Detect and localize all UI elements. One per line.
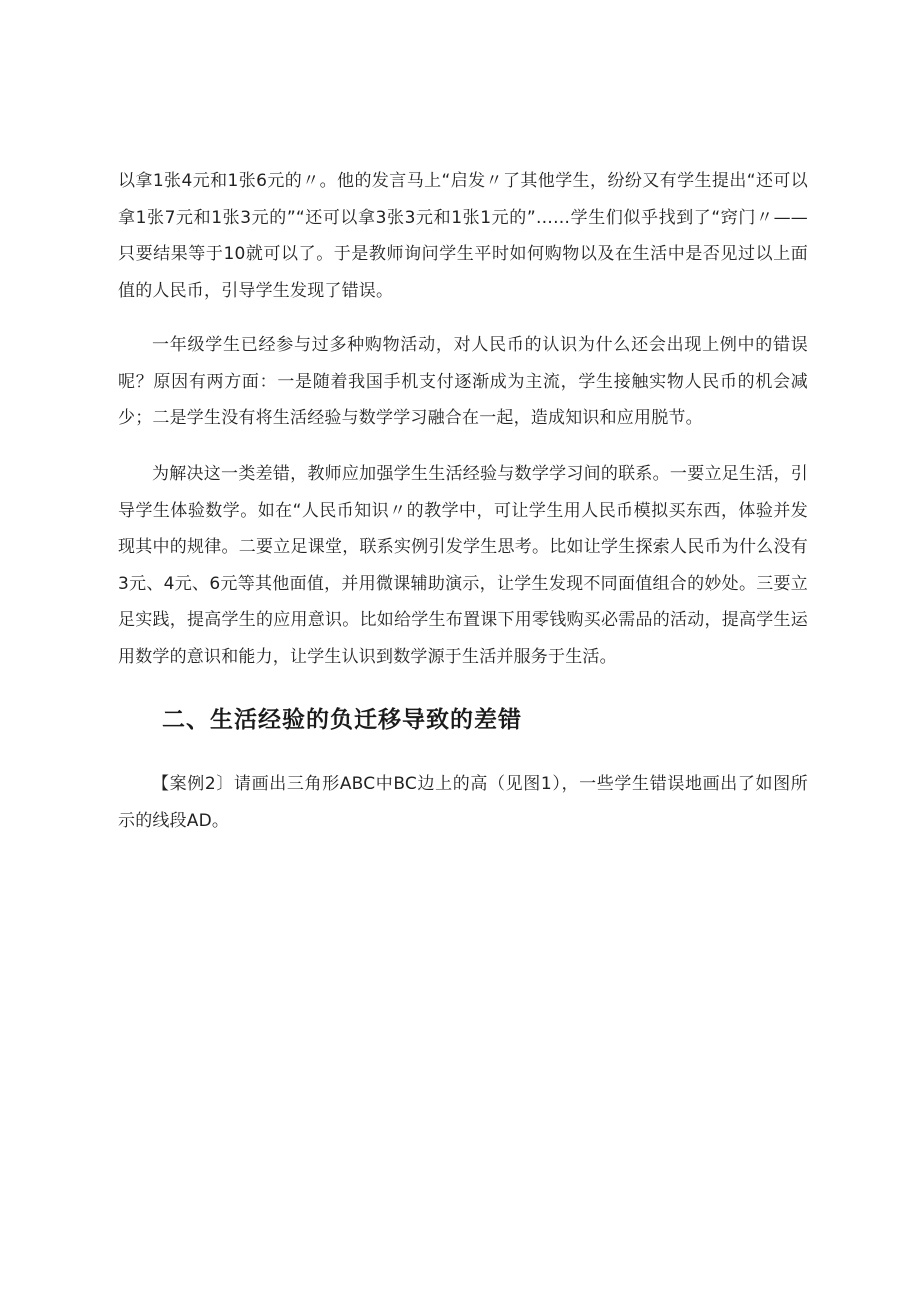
paragraph-1: 以拿1张4元和1张6元的〃。他的发言马上“启发〃了其他学生，纷纷又有学生提出“还可以拿1张7元和1张3元的”“还可以拿3张3元和1张1元的”……学生们似乎找到了“窍门〃——只要结果等于10就可以了。于是教师询问学生平时如何购物以及在生活中是否见过以上面值的人民币，引导学生发现了错误。 xyxy=(118,171,808,301)
case-paragraph: 【案例2〕请画出三角形ABC中BC边上的高（见图1），一些学生错误地画出了如图所示的线段AD。 xyxy=(118,774,808,831)
paragraph-2: 一年级学生已经参与过多种购物活动，对人民币的认识为什么还会出现上例中的错误呢？原因有两方面：一是随着我国手机支付逐渐成为主流，学生接触实物人民币的机会减少；二是学生没有将生活经验与数学学习融合在一起，造成知识和应用脱节。 xyxy=(118,335,808,429)
section-heading: 二、生活经验的负迁移导致的差错 xyxy=(162,707,522,733)
paragraph-3: 为解决这一类差错，教师应加强学生生活经验与数学学习间的联系。一要立足生活，引导学生体验数学。如在“人民币知识〃的教学中，可让学生用人民币模拟买东西，体验并发现其中的规律。二要立足课堂，联系实例引发学生思考。比如让学生探索人民币为什么没有3元、4元、6元等其他面值，并用微课辅助演示，让学生发现不同面值组合的妙处。三要立足实践，提高学生的应用意识。比如给学生布置课下用零钱购买必需品的活动，提高学生运用数学的意识和能力，让学生认识到数学源于生活并服务于生活。 xyxy=(118,464,808,667)
